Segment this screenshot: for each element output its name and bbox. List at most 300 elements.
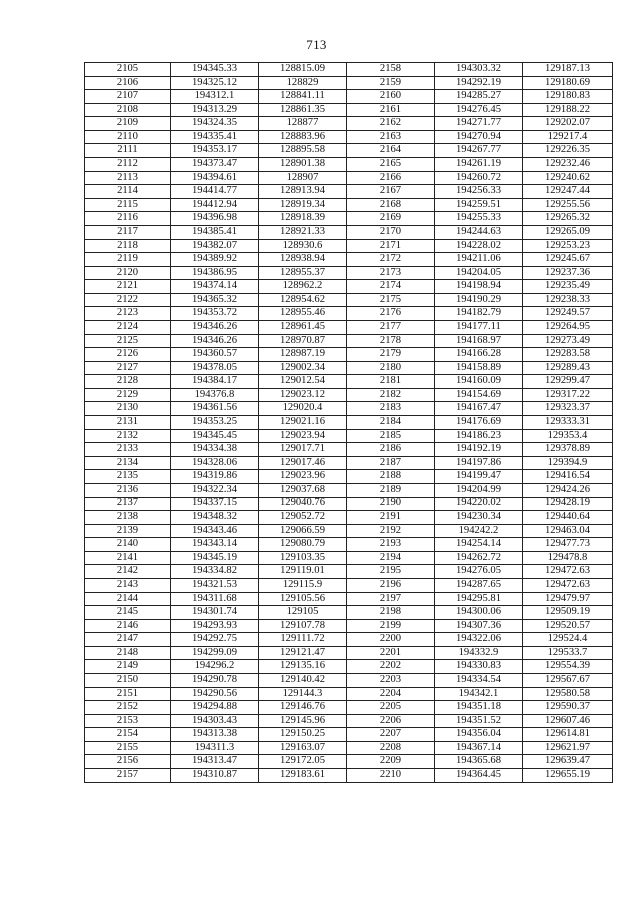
x-coordinate-right-cell: 194342.1 bbox=[435, 687, 523, 701]
x-coordinate-left-cell: 194299.09 bbox=[171, 646, 259, 660]
y-coordinate-right-cell: 129424.26 bbox=[523, 483, 613, 497]
x-coordinate-right-cell: 194276.05 bbox=[435, 565, 523, 579]
point-number-left-cell: 2120 bbox=[85, 266, 171, 280]
y-coordinate-left-cell: 128930.6 bbox=[259, 239, 347, 253]
x-coordinate-right-cell: 194176.69 bbox=[435, 416, 523, 430]
y-coordinate-right-cell: 129353.4 bbox=[523, 429, 613, 443]
point-number-left-cell: 2118 bbox=[85, 239, 171, 253]
point-number-right-cell: 2164 bbox=[347, 144, 435, 158]
point-number-left-cell: 2157 bbox=[85, 769, 171, 783]
x-coordinate-right-cell: 194364.45 bbox=[435, 769, 523, 783]
y-coordinate-left-cell: 129002.34 bbox=[259, 361, 347, 375]
y-coordinate-right-cell: 129472.63 bbox=[523, 578, 613, 592]
point-number-right-cell: 2206 bbox=[347, 714, 435, 728]
point-number-right-cell: 2169 bbox=[347, 212, 435, 226]
x-coordinate-left-cell: 194310.87 bbox=[171, 769, 259, 783]
y-coordinate-left-cell: 129023.96 bbox=[259, 470, 347, 484]
x-coordinate-right-cell: 194199.47 bbox=[435, 470, 523, 484]
point-number-right-cell: 2193 bbox=[347, 538, 435, 552]
y-coordinate-right-cell: 129520.57 bbox=[523, 619, 613, 633]
y-coordinate-left-cell: 128954.62 bbox=[259, 293, 347, 307]
x-coordinate-left-cell: 194325.12 bbox=[171, 76, 259, 90]
x-coordinate-right-cell: 194154.69 bbox=[435, 388, 523, 402]
y-coordinate-left-cell: 129105.56 bbox=[259, 592, 347, 606]
x-coordinate-right-cell: 194230.34 bbox=[435, 511, 523, 525]
x-coordinate-right-cell: 194285.27 bbox=[435, 90, 523, 104]
y-coordinate-left-cell: 129150.25 bbox=[259, 728, 347, 742]
y-coordinate-right-cell: 129273.49 bbox=[523, 334, 613, 348]
y-coordinate-left-cell: 128913.94 bbox=[259, 185, 347, 199]
x-coordinate-left-cell: 194353.17 bbox=[171, 144, 259, 158]
y-coordinate-right-cell: 129226.35 bbox=[523, 144, 613, 158]
y-coordinate-left-cell: 129017.71 bbox=[259, 443, 347, 457]
point-number-right-cell: 2187 bbox=[347, 456, 435, 470]
y-coordinate-left-cell: 128918.39 bbox=[259, 212, 347, 226]
table-row bbox=[85, 619, 613, 633]
point-number-right-cell: 2202 bbox=[347, 660, 435, 674]
x-coordinate-left-cell: 194343.46 bbox=[171, 524, 259, 538]
y-coordinate-right-cell: 129317.22 bbox=[523, 388, 613, 402]
x-coordinate-left-cell: 194313.47 bbox=[171, 755, 259, 769]
y-coordinate-left-cell: 128815.09 bbox=[259, 63, 347, 77]
x-coordinate-right-cell: 194287.65 bbox=[435, 578, 523, 592]
x-coordinate-right-cell: 194307.36 bbox=[435, 619, 523, 633]
x-coordinate-right-cell: 194356.04 bbox=[435, 728, 523, 742]
y-coordinate-right-cell: 129265.09 bbox=[523, 225, 613, 239]
point-number-right-cell: 2197 bbox=[347, 592, 435, 606]
y-coordinate-left-cell: 128901.38 bbox=[259, 158, 347, 172]
point-number-right-cell: 2196 bbox=[347, 578, 435, 592]
y-coordinate-left-cell: 129080.79 bbox=[259, 538, 347, 552]
point-number-right-cell: 2178 bbox=[347, 334, 435, 348]
point-number-right-cell: 2176 bbox=[347, 307, 435, 321]
point-number-right-cell: 2175 bbox=[347, 293, 435, 307]
x-coordinate-right-cell: 194270.94 bbox=[435, 130, 523, 144]
y-coordinate-right-cell: 129479.97 bbox=[523, 592, 613, 606]
x-coordinate-left-cell: 194376.8 bbox=[171, 388, 259, 402]
point-number-left-cell: 2119 bbox=[85, 253, 171, 267]
point-number-left-cell: 2146 bbox=[85, 619, 171, 633]
y-coordinate-right-cell: 129247.44 bbox=[523, 185, 613, 199]
point-number-left-cell: 2144 bbox=[85, 592, 171, 606]
x-coordinate-right-cell: 194220.02 bbox=[435, 497, 523, 511]
x-coordinate-left-cell: 194378.05 bbox=[171, 361, 259, 375]
y-coordinate-right-cell: 129580.58 bbox=[523, 687, 613, 701]
y-coordinate-left-cell: 129107.78 bbox=[259, 619, 347, 633]
x-coordinate-left-cell: 194374.14 bbox=[171, 280, 259, 294]
x-coordinate-left-cell: 194348.32 bbox=[171, 511, 259, 525]
x-coordinate-right-cell: 194167.47 bbox=[435, 402, 523, 416]
point-number-left-cell: 2141 bbox=[85, 551, 171, 565]
x-coordinate-right-cell: 194332.9 bbox=[435, 646, 523, 660]
x-coordinate-right-cell: 194197.86 bbox=[435, 456, 523, 470]
point-number-right-cell: 2188 bbox=[347, 470, 435, 484]
table-row bbox=[85, 633, 613, 647]
x-coordinate-left-cell: 194345.45 bbox=[171, 429, 259, 443]
y-coordinate-right-cell: 129238.33 bbox=[523, 293, 613, 307]
table-row bbox=[85, 225, 613, 239]
x-coordinate-left-cell: 194346.26 bbox=[171, 320, 259, 334]
y-coordinate-left-cell: 128938.94 bbox=[259, 253, 347, 267]
y-coordinate-left-cell: 128955.37 bbox=[259, 266, 347, 280]
y-coordinate-left-cell: 129066.59 bbox=[259, 524, 347, 538]
x-coordinate-left-cell: 194385.41 bbox=[171, 225, 259, 239]
table-row bbox=[85, 117, 613, 131]
y-coordinate-right-cell: 129378.89 bbox=[523, 443, 613, 457]
x-coordinate-left-cell: 194346.26 bbox=[171, 334, 259, 348]
x-coordinate-left-cell: 194334.82 bbox=[171, 565, 259, 579]
point-number-left-cell: 2108 bbox=[85, 103, 171, 117]
x-coordinate-left-cell: 194335.41 bbox=[171, 130, 259, 144]
y-coordinate-right-cell: 129463.04 bbox=[523, 524, 613, 538]
point-number-left-cell: 2121 bbox=[85, 280, 171, 294]
point-number-left-cell: 2124 bbox=[85, 320, 171, 334]
y-coordinate-right-cell: 129394.9 bbox=[523, 456, 613, 470]
y-coordinate-right-cell: 129299.47 bbox=[523, 375, 613, 389]
x-coordinate-left-cell: 194294.88 bbox=[171, 701, 259, 715]
table-row bbox=[85, 320, 613, 334]
x-coordinate-right-cell: 194267.77 bbox=[435, 144, 523, 158]
point-number-left-cell: 2127 bbox=[85, 361, 171, 375]
y-coordinate-right-cell: 129440.64 bbox=[523, 511, 613, 525]
point-number-left-cell: 2131 bbox=[85, 416, 171, 430]
table-row bbox=[85, 728, 613, 742]
table-row bbox=[85, 307, 613, 321]
point-number-left-cell: 2126 bbox=[85, 348, 171, 362]
x-coordinate-right-cell: 194186.23 bbox=[435, 429, 523, 443]
point-number-left-cell: 2149 bbox=[85, 660, 171, 674]
point-number-right-cell: 2161 bbox=[347, 103, 435, 117]
point-number-left-cell: 2138 bbox=[85, 511, 171, 525]
y-coordinate-left-cell: 128861.35 bbox=[259, 103, 347, 117]
y-coordinate-right-cell: 129639.47 bbox=[523, 755, 613, 769]
y-coordinate-right-cell: 129509.19 bbox=[523, 606, 613, 620]
point-number-left-cell: 2147 bbox=[85, 633, 171, 647]
x-coordinate-right-cell: 194262.72 bbox=[435, 551, 523, 565]
table-row bbox=[85, 592, 613, 606]
y-coordinate-right-cell: 129180.83 bbox=[523, 90, 613, 104]
y-coordinate-left-cell: 129020.4 bbox=[259, 402, 347, 416]
y-coordinate-right-cell: 129416.54 bbox=[523, 470, 613, 484]
table-row bbox=[85, 239, 613, 253]
point-number-left-cell: 2143 bbox=[85, 578, 171, 592]
x-coordinate-left-cell: 194312.1 bbox=[171, 90, 259, 104]
point-number-right-cell: 2191 bbox=[347, 511, 435, 525]
point-number-right-cell: 2200 bbox=[347, 633, 435, 647]
y-coordinate-right-cell: 129428.19 bbox=[523, 497, 613, 511]
point-number-left-cell: 2148 bbox=[85, 646, 171, 660]
y-coordinate-right-cell: 129524.4 bbox=[523, 633, 613, 647]
y-coordinate-left-cell: 128895.58 bbox=[259, 144, 347, 158]
y-coordinate-right-cell: 129217.4 bbox=[523, 130, 613, 144]
table-row bbox=[85, 660, 613, 674]
x-coordinate-left-cell: 194290.56 bbox=[171, 687, 259, 701]
y-coordinate-right-cell: 129567.67 bbox=[523, 674, 613, 688]
y-coordinate-left-cell: 129163.07 bbox=[259, 741, 347, 755]
table-row bbox=[85, 212, 613, 226]
table-row bbox=[85, 63, 613, 77]
table-row bbox=[85, 701, 613, 715]
y-coordinate-right-cell: 129554.39 bbox=[523, 660, 613, 674]
x-coordinate-right-cell: 194367.14 bbox=[435, 741, 523, 755]
y-coordinate-right-cell: 129323.37 bbox=[523, 402, 613, 416]
y-coordinate-right-cell: 129245.67 bbox=[523, 253, 613, 267]
x-coordinate-left-cell: 194382.07 bbox=[171, 239, 259, 253]
y-coordinate-left-cell: 128987.19 bbox=[259, 348, 347, 362]
x-coordinate-right-cell: 194255.33 bbox=[435, 212, 523, 226]
point-number-right-cell: 2171 bbox=[347, 239, 435, 253]
point-number-left-cell: 2128 bbox=[85, 375, 171, 389]
x-coordinate-left-cell: 194361.56 bbox=[171, 402, 259, 416]
y-coordinate-left-cell: 128883.96 bbox=[259, 130, 347, 144]
point-number-left-cell: 2142 bbox=[85, 565, 171, 579]
x-coordinate-right-cell: 194204.99 bbox=[435, 483, 523, 497]
y-coordinate-right-cell: 129607.46 bbox=[523, 714, 613, 728]
point-number-left-cell: 2145 bbox=[85, 606, 171, 620]
x-coordinate-right-cell: 194204.05 bbox=[435, 266, 523, 280]
x-coordinate-left-cell: 194321.53 bbox=[171, 578, 259, 592]
x-coordinate-right-cell: 194177.11 bbox=[435, 320, 523, 334]
x-coordinate-right-cell: 194330.83 bbox=[435, 660, 523, 674]
table-row bbox=[85, 524, 613, 538]
y-coordinate-right-cell: 129255.56 bbox=[523, 198, 613, 212]
y-coordinate-right-cell: 129478.8 bbox=[523, 551, 613, 565]
y-coordinate-right-cell: 129614.81 bbox=[523, 728, 613, 742]
point-number-right-cell: 2177 bbox=[347, 320, 435, 334]
table-row bbox=[85, 185, 613, 199]
x-coordinate-right-cell: 194292.19 bbox=[435, 76, 523, 90]
x-coordinate-left-cell: 194389.92 bbox=[171, 253, 259, 267]
table-row bbox=[85, 144, 613, 158]
y-coordinate-left-cell: 129103.35 bbox=[259, 551, 347, 565]
y-coordinate-left-cell: 129144.3 bbox=[259, 687, 347, 701]
x-coordinate-right-cell: 194365.68 bbox=[435, 755, 523, 769]
point-number-right-cell: 2201 bbox=[347, 646, 435, 660]
y-coordinate-left-cell: 128907 bbox=[259, 171, 347, 185]
table-row bbox=[85, 416, 613, 430]
y-coordinate-right-cell: 129237.36 bbox=[523, 266, 613, 280]
point-number-right-cell: 2158 bbox=[347, 63, 435, 77]
coordinates-table bbox=[84, 62, 613, 783]
x-coordinate-right-cell: 194256.33 bbox=[435, 185, 523, 199]
x-coordinate-left-cell: 194322.34 bbox=[171, 483, 259, 497]
x-coordinate-left-cell: 194373.47 bbox=[171, 158, 259, 172]
x-coordinate-right-cell: 194190.29 bbox=[435, 293, 523, 307]
table-row bbox=[85, 565, 613, 579]
x-coordinate-left-cell: 194353.25 bbox=[171, 416, 259, 430]
y-coordinate-left-cell: 129012.54 bbox=[259, 375, 347, 389]
table-row bbox=[85, 198, 613, 212]
point-number-right-cell: 2204 bbox=[347, 687, 435, 701]
x-coordinate-right-cell: 194351.52 bbox=[435, 714, 523, 728]
table-row bbox=[85, 497, 613, 511]
table-row bbox=[85, 769, 613, 783]
table-row bbox=[85, 361, 613, 375]
y-coordinate-left-cell: 128877 bbox=[259, 117, 347, 131]
table-row bbox=[85, 388, 613, 402]
x-coordinate-left-cell: 194345.19 bbox=[171, 551, 259, 565]
x-coordinate-right-cell: 194322.06 bbox=[435, 633, 523, 647]
table-row bbox=[85, 158, 613, 172]
page-number: 713 bbox=[306, 37, 327, 52]
point-number-right-cell: 2162 bbox=[347, 117, 435, 131]
point-number-left-cell: 2135 bbox=[85, 470, 171, 484]
point-number-left-cell: 2125 bbox=[85, 334, 171, 348]
x-coordinate-left-cell: 194353.72 bbox=[171, 307, 259, 321]
point-number-right-cell: 2195 bbox=[347, 565, 435, 579]
x-coordinate-right-cell: 194198.94 bbox=[435, 280, 523, 294]
x-coordinate-right-cell: 194242.2 bbox=[435, 524, 523, 538]
x-coordinate-right-cell: 194334.54 bbox=[435, 674, 523, 688]
y-coordinate-left-cell: 129023.12 bbox=[259, 388, 347, 402]
x-coordinate-right-cell: 194254.14 bbox=[435, 538, 523, 552]
x-coordinate-left-cell: 194394.61 bbox=[171, 171, 259, 185]
table-row bbox=[85, 429, 613, 443]
point-number-left-cell: 2153 bbox=[85, 714, 171, 728]
table-row bbox=[85, 348, 613, 362]
point-number-right-cell: 2159 bbox=[347, 76, 435, 90]
y-coordinate-left-cell: 129040.76 bbox=[259, 497, 347, 511]
x-coordinate-right-cell: 194166.28 bbox=[435, 348, 523, 362]
point-number-left-cell: 2123 bbox=[85, 307, 171, 321]
point-number-left-cell: 2129 bbox=[85, 388, 171, 402]
y-coordinate-left-cell: 128921.33 bbox=[259, 225, 347, 239]
y-coordinate-left-cell: 129017.46 bbox=[259, 456, 347, 470]
point-number-right-cell: 2209 bbox=[347, 755, 435, 769]
table-row bbox=[85, 293, 613, 307]
point-number-left-cell: 2155 bbox=[85, 741, 171, 755]
x-coordinate-right-cell: 194160.09 bbox=[435, 375, 523, 389]
y-coordinate-left-cell: 129111.72 bbox=[259, 633, 347, 647]
table-row bbox=[85, 483, 613, 497]
table-row bbox=[85, 443, 613, 457]
point-number-right-cell: 2165 bbox=[347, 158, 435, 172]
point-number-right-cell: 2189 bbox=[347, 483, 435, 497]
x-coordinate-right-cell: 194168.97 bbox=[435, 334, 523, 348]
table-row bbox=[85, 334, 613, 348]
table-row bbox=[85, 253, 613, 267]
y-coordinate-left-cell: 129145.96 bbox=[259, 714, 347, 728]
point-number-right-cell: 2174 bbox=[347, 280, 435, 294]
y-coordinate-left-cell: 128955.46 bbox=[259, 307, 347, 321]
point-number-right-cell: 2160 bbox=[347, 90, 435, 104]
y-coordinate-left-cell: 129135.16 bbox=[259, 660, 347, 674]
point-number-right-cell: 2179 bbox=[347, 348, 435, 362]
y-coordinate-right-cell: 129590.37 bbox=[523, 701, 613, 715]
point-number-right-cell: 2210 bbox=[347, 769, 435, 783]
y-coordinate-left-cell: 129183.61 bbox=[259, 769, 347, 783]
y-coordinate-right-cell: 129235.49 bbox=[523, 280, 613, 294]
x-coordinate-left-cell: 194343.14 bbox=[171, 538, 259, 552]
point-number-right-cell: 2184 bbox=[347, 416, 435, 430]
y-coordinate-right-cell: 129472.63 bbox=[523, 565, 613, 579]
y-coordinate-left-cell: 129140.42 bbox=[259, 674, 347, 688]
y-coordinate-left-cell: 129146.76 bbox=[259, 701, 347, 715]
x-coordinate-right-cell: 194303.32 bbox=[435, 63, 523, 77]
y-coordinate-right-cell: 129333.31 bbox=[523, 416, 613, 430]
y-coordinate-left-cell: 128829 bbox=[259, 76, 347, 90]
y-coordinate-right-cell: 129232.46 bbox=[523, 158, 613, 172]
point-number-left-cell: 2111 bbox=[85, 144, 171, 158]
y-coordinate-right-cell: 129180.69 bbox=[523, 76, 613, 90]
y-coordinate-right-cell: 129264.95 bbox=[523, 320, 613, 334]
point-number-left-cell: 2105 bbox=[85, 63, 171, 77]
table-row bbox=[85, 171, 613, 185]
x-coordinate-left-cell: 194313.29 bbox=[171, 103, 259, 117]
table-row bbox=[85, 646, 613, 660]
x-coordinate-right-cell: 194259.51 bbox=[435, 198, 523, 212]
x-coordinate-left-cell: 194311.68 bbox=[171, 592, 259, 606]
table-row bbox=[85, 402, 613, 416]
x-coordinate-left-cell: 194328.06 bbox=[171, 456, 259, 470]
point-number-right-cell: 2192 bbox=[347, 524, 435, 538]
x-coordinate-left-cell: 194412.94 bbox=[171, 198, 259, 212]
point-number-left-cell: 2154 bbox=[85, 728, 171, 742]
x-coordinate-left-cell: 194337.15 bbox=[171, 497, 259, 511]
x-coordinate-right-cell: 194276.45 bbox=[435, 103, 523, 117]
point-number-left-cell: 2112 bbox=[85, 158, 171, 172]
x-coordinate-left-cell: 194311.3 bbox=[171, 741, 259, 755]
point-number-right-cell: 2208 bbox=[347, 741, 435, 755]
point-number-left-cell: 2116 bbox=[85, 212, 171, 226]
x-coordinate-left-cell: 194384.17 bbox=[171, 375, 259, 389]
y-coordinate-left-cell: 129119.01 bbox=[259, 565, 347, 579]
x-coordinate-right-cell: 194271.77 bbox=[435, 117, 523, 131]
coordinates-table-body bbox=[85, 63, 613, 783]
point-number-left-cell: 2139 bbox=[85, 524, 171, 538]
point-number-left-cell: 2130 bbox=[85, 402, 171, 416]
y-coordinate-left-cell: 128962.2 bbox=[259, 280, 347, 294]
table-row bbox=[85, 714, 613, 728]
table-row bbox=[85, 511, 613, 525]
table-row bbox=[85, 578, 613, 592]
point-number-left-cell: 2136 bbox=[85, 483, 171, 497]
point-number-right-cell: 2194 bbox=[347, 551, 435, 565]
x-coordinate-left-cell: 194365.32 bbox=[171, 293, 259, 307]
point-number-left-cell: 2151 bbox=[85, 687, 171, 701]
y-coordinate-right-cell: 129240.62 bbox=[523, 171, 613, 185]
point-number-left-cell: 2156 bbox=[85, 755, 171, 769]
point-number-right-cell: 2170 bbox=[347, 225, 435, 239]
point-number-left-cell: 2150 bbox=[85, 674, 171, 688]
y-coordinate-left-cell: 128919.34 bbox=[259, 198, 347, 212]
point-number-right-cell: 2168 bbox=[347, 198, 435, 212]
x-coordinate-right-cell: 194261.19 bbox=[435, 158, 523, 172]
point-number-left-cell: 2122 bbox=[85, 293, 171, 307]
point-number-left-cell: 2140 bbox=[85, 538, 171, 552]
point-number-right-cell: 2205 bbox=[347, 701, 435, 715]
x-coordinate-left-cell: 194345.33 bbox=[171, 63, 259, 77]
x-coordinate-left-cell: 194290.78 bbox=[171, 674, 259, 688]
point-number-right-cell: 2180 bbox=[347, 361, 435, 375]
point-number-left-cell: 2114 bbox=[85, 185, 171, 199]
y-coordinate-right-cell: 129265.32 bbox=[523, 212, 613, 226]
point-number-left-cell: 2115 bbox=[85, 198, 171, 212]
y-coordinate-left-cell: 129115.9 bbox=[259, 578, 347, 592]
point-number-right-cell: 2190 bbox=[347, 497, 435, 511]
point-number-left-cell: 2117 bbox=[85, 225, 171, 239]
table-row bbox=[85, 470, 613, 484]
x-coordinate-left-cell: 194324.35 bbox=[171, 117, 259, 131]
table-row bbox=[85, 741, 613, 755]
y-coordinate-right-cell: 129289.43 bbox=[523, 361, 613, 375]
y-coordinate-right-cell: 129249.57 bbox=[523, 307, 613, 321]
y-coordinate-left-cell: 129172.05 bbox=[259, 755, 347, 769]
x-coordinate-left-cell: 194360.57 bbox=[171, 348, 259, 362]
table-row bbox=[85, 687, 613, 701]
x-coordinate-left-cell: 194293.93 bbox=[171, 619, 259, 633]
table-row bbox=[85, 266, 613, 280]
